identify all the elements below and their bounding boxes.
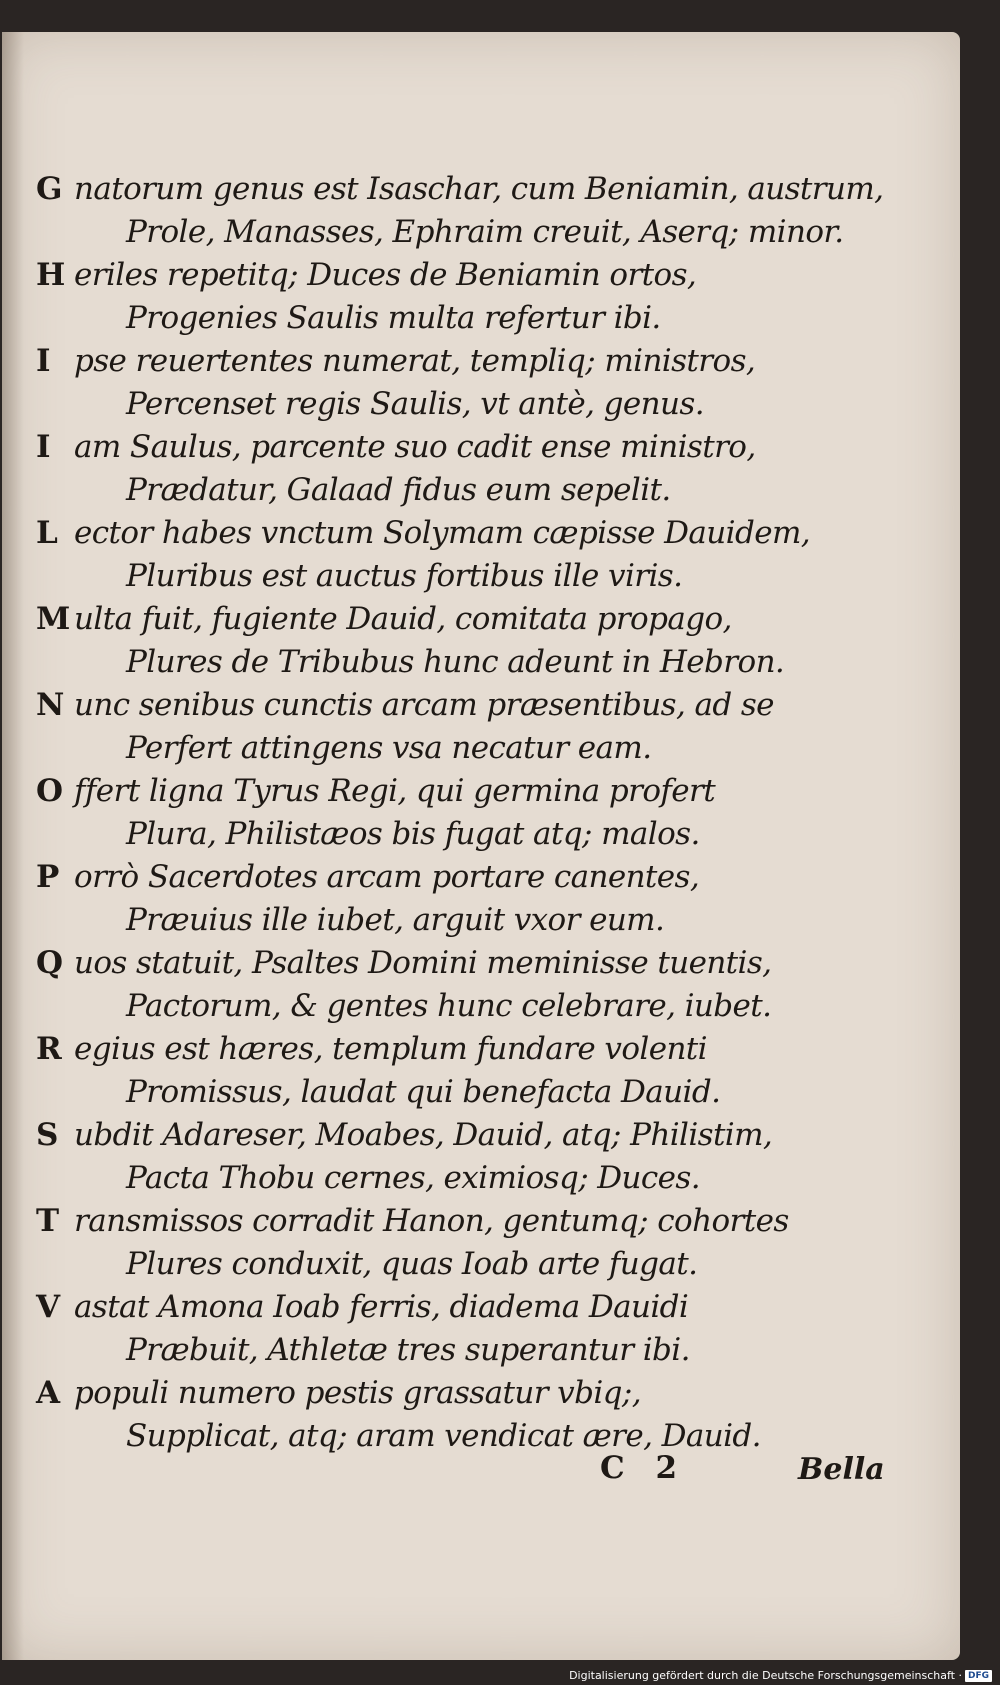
verse-line-first: [36, 512, 936, 555]
verse-stanza: [36, 340, 936, 426]
verse-line-second: Præuius ille iubet, arguit vxor eum.: [126, 902, 665, 938]
verse-line-second: Pacta Thobu cernes, eximiosq; Duces.: [126, 1160, 700, 1196]
verse-text: ransmissos corradit Hanon, gentumq; cohortes: [74, 1203, 789, 1239]
book-page: [2, 32, 960, 1660]
verse-line-first: [36, 426, 936, 469]
verse-initial: G: [36, 171, 62, 207]
verse-text: ector habes vnctum Solymam cæpisse Dauidem,: [74, 515, 811, 551]
verse-line-second: Prole, Manasses, Ephraim creuit, Aserq; minor.: [126, 214, 844, 250]
verse-stanza: [36, 168, 936, 254]
verse-line-first: [36, 1372, 936, 1415]
verse-line-second: Plura, Philistæos bis fugat atq; malos.: [126, 816, 700, 852]
verse-initial: P: [36, 859, 59, 895]
verse-stanza: [36, 426, 936, 512]
verse-line-second: Plures conduxit, quas Ioab arte fugat.: [126, 1246, 698, 1282]
verse-line-second: Pluribus est auctus fortibus ille viris.: [126, 558, 683, 594]
verse-line-first: [36, 1028, 936, 1071]
verse-line-second: Pactorum, & gentes hunc celebrare, iubet.: [126, 988, 772, 1024]
digitization-credit: [569, 1669, 992, 1682]
verse-initial: O: [36, 773, 63, 809]
verse-stanza: [36, 1114, 936, 1200]
verse-stanza: [36, 684, 936, 770]
verse-stanza: [36, 1372, 936, 1458]
verse-stanza: [36, 254, 936, 340]
verse-text: uos statuit, Psaltes Domini meminisse tuentis,: [74, 945, 772, 981]
verse-stanza: [36, 1286, 936, 1372]
verse-line-second: Percenset regis Saulis, vt antè, genus.: [126, 386, 704, 422]
verse-initial: M: [36, 601, 70, 637]
verse-line-second: Promissus, laudat qui benefacta Dauid.: [126, 1074, 721, 1110]
verse-initial: T: [36, 1203, 59, 1239]
verse-initial: V: [36, 1289, 60, 1325]
verse-line-first: [36, 254, 936, 297]
dfg-logo: DFG: [965, 1670, 992, 1682]
verse-text: orrò Sacerdotes arcam portare canentes,: [74, 859, 700, 895]
catchword: Bella: [798, 1452, 885, 1487]
verse-line-first: [36, 168, 936, 211]
verse-text: pse reuertentes numerat, templiq; ministros,: [74, 343, 756, 379]
verse-stanza: [36, 942, 936, 1028]
verse-initial: A: [36, 1375, 60, 1411]
verse-text: egius est hæres, templum fundare volenti: [74, 1031, 707, 1067]
verse-text: natorum genus est Isaschar, cum Beniamin, austrum,: [74, 171, 884, 207]
verse-line-second: Perfert attingens vsa necatur eam.: [126, 730, 652, 766]
verse-line-first: [36, 1114, 936, 1157]
verse-line-second: Progenies Saulis multa refertur ibi.: [126, 300, 661, 336]
verse-stanza: [36, 1200, 936, 1286]
verse-line-first: [36, 1286, 936, 1329]
verse-initial: N: [36, 687, 64, 723]
verse-line-first: [36, 770, 936, 813]
verse-initial: I: [36, 429, 50, 465]
verse-text: am Saulus, parcente suo cadit ense ministro,: [74, 429, 756, 465]
verse-line-second: Præbuit, Athletæ tres superantur ibi.: [126, 1332, 690, 1368]
verse-line-first: [36, 684, 936, 727]
verse-text: astat Amona Ioab ferris, diadema Dauidi: [74, 1289, 689, 1325]
verse-stanza: [36, 856, 936, 942]
verse-initial: S: [36, 1117, 58, 1153]
verse-stanza: [36, 598, 936, 684]
verse-initial: Q: [36, 945, 63, 981]
credit-text: Digitalisierung gefördert durch die Deutsche Forschungsgemeinschaft ·: [569, 1669, 962, 1682]
verse-initial: I: [36, 343, 50, 379]
verse-line-first: [36, 598, 936, 641]
verse-line-first: [36, 340, 936, 383]
verse-text: populi numero pestis grassatur vbiq;,: [74, 1375, 641, 1411]
verse-stanza: [36, 1028, 936, 1114]
verse-list: [36, 168, 936, 1458]
verse-line-first: [36, 856, 936, 899]
verse-initial: H: [36, 257, 65, 293]
signature-mark: C 2: [600, 1450, 688, 1486]
verse-line-second: Prædatur, Galaad fidus eum sepelit.: [126, 472, 671, 508]
verse-text: unc senibus cunctis arcam præsentibus, ad se: [74, 687, 774, 723]
verse-initial: L: [36, 515, 58, 551]
verse-line-first: [36, 942, 936, 985]
verse-line-second: Supplicat, atq; aram vendicat ære, Dauid.: [126, 1418, 761, 1454]
verse-text: ulta fuit, fugiente Dauid, comitata propago,: [74, 601, 732, 637]
verse-text: ubdit Adareser, Moabes, Dauid, atq; Philistim,: [74, 1117, 773, 1153]
verse-text: ffert ligna Tyrus Regi, qui germina profert: [74, 773, 716, 809]
verse-stanza: [36, 512, 936, 598]
verse-stanza: [36, 770, 936, 856]
verse-line-first: [36, 1200, 936, 1243]
verse-line-second: Plures de Tribubus hunc adeunt in Hebron.: [126, 644, 785, 680]
verse-text: eriles repetitq; Duces de Beniamin ortos,: [74, 257, 697, 293]
verse-initial: R: [36, 1031, 62, 1067]
